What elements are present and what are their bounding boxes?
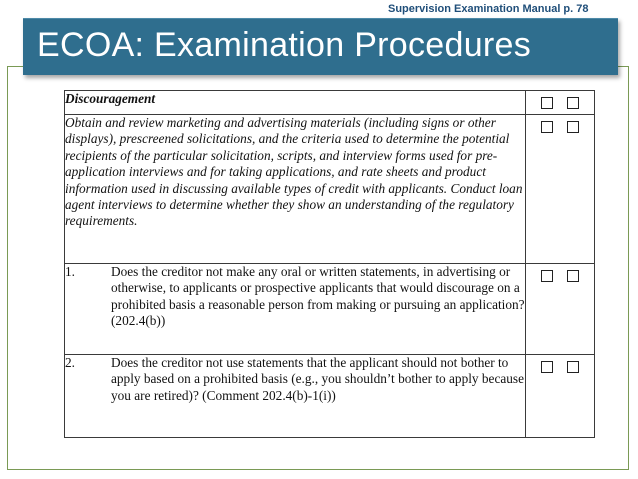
checkbox-icon[interactable]: [541, 121, 553, 133]
question-text: Does the creditor not make any oral or written statements, in advertising or otherwise, to applicants or prospective applicants that would discourage on a prohibited basis a reasonable person from making or pursuing an application? (202.4(b)): [111, 264, 525, 329]
table-row: [65, 91, 595, 115]
table-row: [65, 355, 595, 438]
checklist-table: [64, 90, 595, 438]
manual-reference: Supervision Examination Manual p. 78: [388, 3, 589, 15]
section-heading: Discouragement: [65, 91, 526, 115]
question-text: Does the creditor not use statements that the applicant should not bother to apply based on a prohibited basis (e.g., you shouldn’t bother to apply because you are retired)? (Comment 202.4(b)-1(i)): [111, 355, 524, 403]
checkbox-cell: [526, 91, 595, 115]
checkbox-icon[interactable]: [567, 97, 579, 109]
checkbox-cell: [526, 355, 595, 438]
table-row: [65, 264, 595, 355]
checkbox-icon[interactable]: [541, 361, 553, 373]
question-cell: [65, 264, 526, 355]
checkbox-cell: [526, 115, 595, 264]
question-number: 2.: [65, 355, 75, 370]
checkbox-icon[interactable]: [567, 361, 579, 373]
checkbox-icon[interactable]: [541, 270, 553, 282]
table-row: [65, 115, 595, 264]
checkbox-icon[interactable]: [567, 270, 579, 282]
question-cell: [65, 355, 526, 438]
procedure-text: Obtain and review marketing and advertising materials (including signs or other displays), prescreened solicitations, and the criteria used to determine the potential recipients of the particular solicitation, scripts, and interview forms used for pre-application interviews and for taking applications, and rate sheets and product information used in discussing available types of credit with applicants. Conduct loan agent interviews to determine whether they show an understanding of the regulatory requirements.: [65, 115, 526, 264]
question-number: 1.: [65, 264, 75, 279]
checkbox-cell: [526, 264, 595, 355]
slide-title: ECOA: Examination Procedures: [37, 26, 532, 64]
checkbox-icon[interactable]: [541, 97, 553, 109]
checkbox-icon[interactable]: [567, 121, 579, 133]
